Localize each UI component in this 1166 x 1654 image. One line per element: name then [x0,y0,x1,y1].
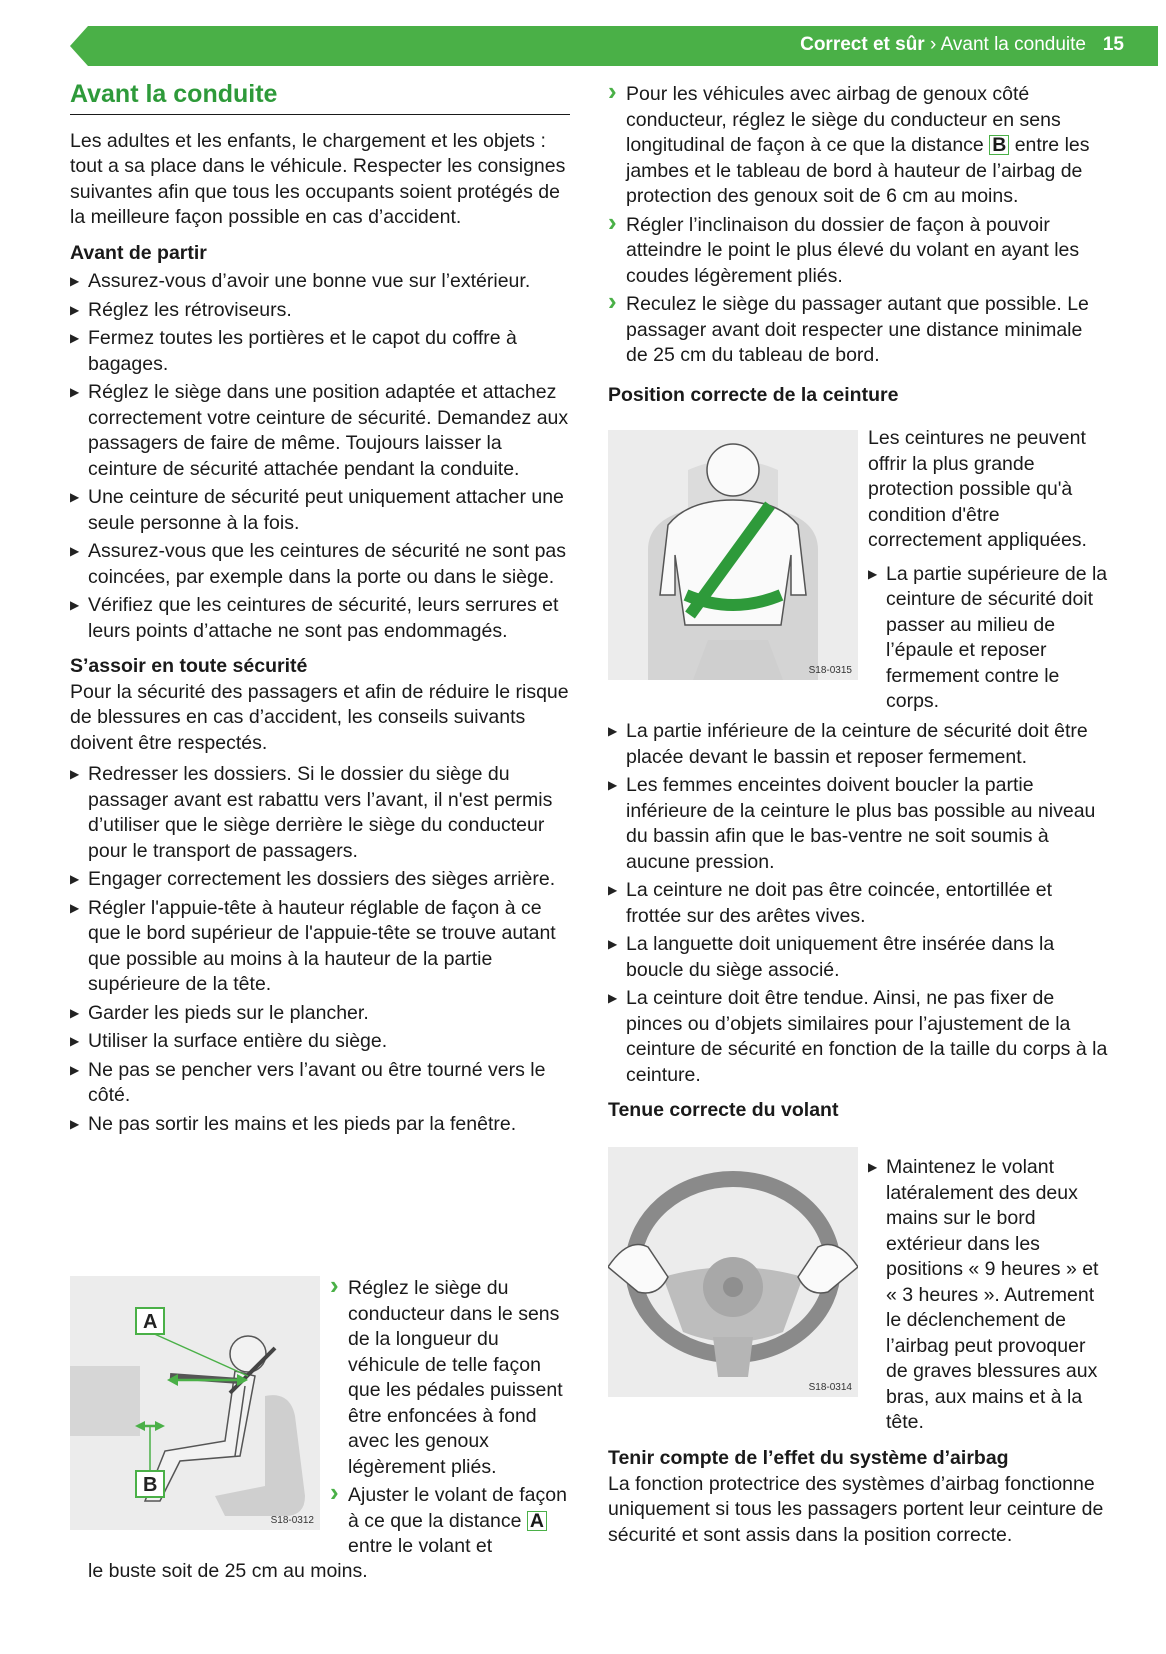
belt-figure [608,430,858,680]
belt-illustration [608,430,858,680]
figure-code: S18-0315 [808,665,852,676]
list-item: ▶ La languette doit uniquement être insérée dans la boucle du siège associé. [608,932,1108,983]
item-text: Ajuster le volant de façon à ce que la distance [348,1484,567,1532]
list-item: ▶ La partie inférieure de la ceinture de sécurité doit être placée devant le bassin et reposer fermement. [608,719,1108,770]
page-title: Avant la conduite [70,82,570,115]
page-number: 15 [1102,34,1124,55]
list-item: ▶ La partie supérieure de la ceinture de sécurité doit passer au milieu de l’épaule et reposer fermement contre le corps. [868,562,1108,715]
list-item: ▶ Réglez le siège dans une position adaptée et attachez correctement votre ceinture de sécurité. Demandez aux passagers de faire de même. Toujours laisser la ceinture de sécurité attachée pendant la conduite. [70,380,570,482]
belt-list [608,719,1108,1124]
list-item: ▶ Ne pas sortir les mains et les pieds par la fenêtre. [70,1112,570,1138]
list-item: ▶ Une ceinture de sécurité peut uniquement attacher une seule personne à la fois. [70,485,570,536]
header-chapter: Avant la conduite [940,34,1086,55]
list-item: ▶ Réglez les rétroviseurs. [70,298,570,324]
wheel-side-text [868,1155,1108,1436]
list-item [608,82,1108,210]
seat-figure-text [330,1276,570,1560]
label-a-marker [136,1308,164,1334]
wheel-heading: Tenue correcte du volant [608,1099,839,1121]
right-column [608,82,1108,408]
seat-intro: Pour la sécurité des passagers et afin de réduire le risque de blessures en cas d’accident, les conseils suivants doivent être respectés. [70,680,569,754]
list-item: ▶ Fermez toutes les portières et le capot du coffre à bagages. [70,326,570,377]
list-item: › Reculez le siège du passager autant que possible. Le passager avant doit respecter une distance minimale de 25 cm du tableau de bord. [608,292,1108,369]
header-separator: › [924,34,941,55]
belt-intro: Les ceintures ne peuvent offrir la plus grande protection possible qu'à condition d'être correctement appliquées. [868,427,1087,551]
list-item: ▶ Garder les pieds sur le plancher. [70,1001,570,1027]
seat-figure [70,1276,320,1530]
list-item: ▶ Redresser les dossiers. Si le dossier du siège du passager avant est rabattu vers l’avant, il n'est permis d’utiliser que le siège derrière le siège du conducteur pour le transport de passagers. [70,762,570,864]
list-item: ▶ Maintenez le volant latéralement des deux mains sur le bord extérieur dans les positions « 9 heures » et « 3 heures ». Autrement le déclenchement de l’airbag peut provoquer de graves blessures aux bras, aux mains et à la tête. [868,1155,1108,1436]
label-a: A [143,1311,158,1333]
seat-illustration [70,1276,320,1530]
airbag-heading: Tenir compte de l’effet du système d’airbag [608,1447,1009,1469]
figure-code: S18-0312 [270,1515,314,1526]
continuation-text: le buste soit de 25 cm au moins. [88,1560,368,1582]
header-breadcrumb [800,30,1086,60]
wheel-figure [608,1147,858,1397]
item-text: entre les jambes et le tableau de bord à hauteur de l’airbag de protection des genoux soit de 6 cm au moins. [626,134,1090,207]
list-item: ▶ Assurez-vous que les ceintures de sécurité ne sont pas coincées, par exemple dans la porte ou dans le siège. [70,539,570,590]
belt-side-text [868,426,1108,715]
list-item: › Régler l’inclinaison du dossier de façon à pouvoir atteindre le point le plus élevé du volant en ayant les coudes légèrement pliés. [608,213,1108,290]
distance-b-box: B [989,135,1009,155]
before-list [70,269,570,644]
list-item: ▶ Régler l'appuie-tête à hauteur réglable de façon à ce que le bord supérieur de l'appuie-tête se trouve autant que possible au moins à la hauteur de la partie supérieure de la tête. [70,896,570,998]
list-item: ▶ Engager correctement les dossiers des sièges arrière. [70,867,570,893]
left-column [70,82,570,1137]
steering-wheel-illustration [608,1147,858,1397]
seat-heading: S’assoir en toute sécurité [70,655,308,677]
list-item: ▶ Assurez-vous d’avoir une bonne vue sur l’extérieur. [70,269,570,295]
list-item: › Réglez le siège du conducteur dans le sens de la longueur du véhicule de telle façon que les pédales puissent être enfoncées à fond avec les genoux légèrement pliés. [330,1276,570,1480]
list-item: ▶ Utiliser la surface entière du siège. [70,1029,570,1055]
label-b-marker [136,1471,164,1497]
list-item: ▶ La ceinture doit être tendue. Ainsi, ne pas fixer de pinces ou d’objets similaires pour l’ajustement de la ceinture de sécurité en fonction de la taille du corps à la ceinture. [608,986,1108,1088]
belt-heading: Position correcte de la ceinture [608,383,899,406]
intro-paragraph: Les adultes et les enfants, le chargement et les objets : tout a sa place dans le véhicule. Respecter les consignes suivantes afin que tous les occupants soient protégés de la meilleure façon possible en cas d’accident. [70,129,566,228]
list-item [330,1483,570,1560]
seat-list [70,762,570,1137]
airbag-section [608,1446,1108,1548]
list-item: ▶ Ne pas se pencher vers l’avant ou être tourné vers le côté. [70,1058,570,1109]
list-item: ▶ Les femmes enceintes doivent boucler la partie inférieure de la ceinture le plus bas possible au niveau du bassin afin que le bas-ventre ne soit soumis à aucune pression. [608,773,1108,875]
adjust-list [608,82,1108,369]
airbag-text: La fonction protectrice des systèmes d’airbag fonctionne uniquement si tous les passagers portent leur ceinture de sécurité et sont assis dans la position correcte. [608,1472,1104,1546]
figure-code: S18-0314 [808,1382,852,1393]
item-text: Pour les véhicules avec airbag de genoux côté conducteur, réglez le siège du conducteur en sens longitudinal de façon à ce que la distance [626,83,1061,156]
before-heading: Avant de partir [70,241,207,264]
item-text: entre le volant et [348,1535,493,1557]
distance-a-box: A [527,1511,547,1531]
label-b: B [143,1474,158,1496]
list-item: ▶ Vérifiez que les ceintures de sécurité, leurs serrures et leurs points d’attache ne sont pas endommagés. [70,593,570,644]
header-section: Correct et sûr [800,34,925,55]
list-item: ▶ La ceinture ne doit pas être coincée, entortillée et frottée sur des arêtes vives. [608,878,1108,929]
